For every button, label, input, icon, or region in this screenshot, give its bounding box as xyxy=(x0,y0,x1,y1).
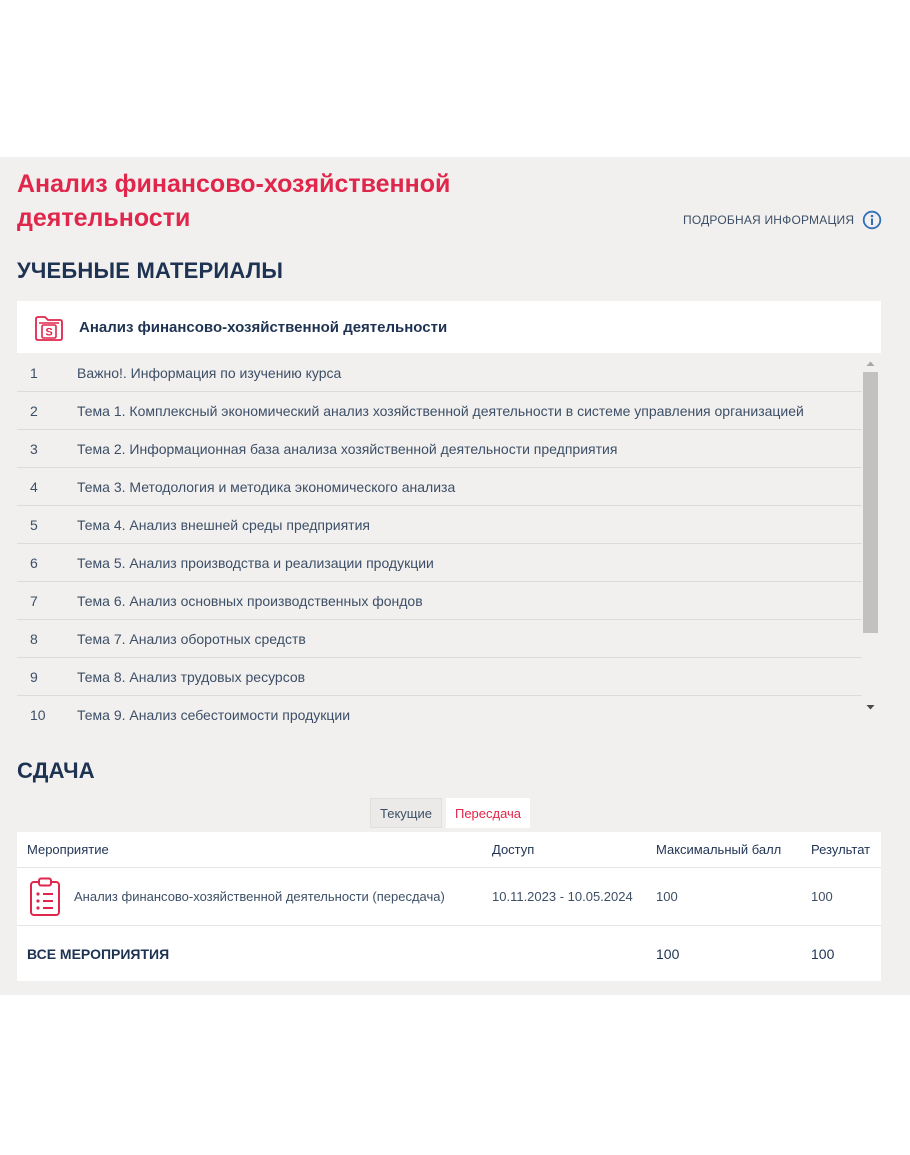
topic-title: Тема 4. Анализ внешней среды предприятия xyxy=(77,516,370,533)
topic-number: 6 xyxy=(30,554,38,571)
folder-s-icon xyxy=(33,311,65,343)
max-score-value: 100 xyxy=(656,889,678,904)
topic-row[interactable] xyxy=(17,544,862,582)
topic-title: Тема 6. Анализ основных производственных фондов xyxy=(77,592,423,609)
topic-title: Тема 2. Информационная база анализа хозяйственной деятельности предприятия xyxy=(77,440,618,457)
topic-row[interactable] xyxy=(17,430,862,468)
material-card-title: Анализ финансово-хозяйственной деятельности xyxy=(79,318,448,336)
event-cell xyxy=(17,877,492,917)
topic-number: 10 xyxy=(30,706,46,723)
topic-title: Тема 9. Анализ себестоимости продукции xyxy=(77,706,351,723)
more-info-label: ПОДРОБНАЯ ИНФОРМАЦИЯ xyxy=(683,213,855,227)
topic-number: 9 xyxy=(30,668,38,685)
topic-row[interactable] xyxy=(17,506,862,544)
tab-current[interactable]: Текущие xyxy=(370,798,442,828)
course-panel xyxy=(0,157,910,995)
scrollbar-thumb[interactable] xyxy=(863,372,878,633)
topic-number: 5 xyxy=(30,516,38,533)
exam-results-table xyxy=(17,832,881,981)
topic-row[interactable] xyxy=(17,582,862,620)
topic-title: Тема 3. Методология и методика экономического анализа xyxy=(77,478,456,495)
access-dates: 10.11.2023 - 10.05.2024 xyxy=(492,889,633,904)
topic-title: Тема 8. Анализ трудовых ресурсов xyxy=(77,668,306,685)
course-title: Анализ финансово-хозяйственной деятельности xyxy=(17,170,451,232)
topic-title: Важно!. Информация по изучению курса xyxy=(77,364,342,381)
event-name-link[interactable]: Анализ финансово-хозяйственной деятельности (пересдача) xyxy=(74,889,445,904)
topic-title: Тема 7. Анализ оборотных средств xyxy=(77,630,306,647)
result-value: 100 xyxy=(811,889,833,904)
triangle-up-icon[interactable] xyxy=(866,360,875,368)
svg-text:S: S xyxy=(45,326,53,339)
tab-retake[interactable]: Пересдача xyxy=(446,798,530,828)
topic-row[interactable] xyxy=(17,468,862,506)
course-material-card[interactable] xyxy=(17,301,881,353)
column-header-access: Доступ xyxy=(492,842,535,857)
total-label: ВСЕ МЕРОПРИЯТИЯ xyxy=(27,945,170,962)
topic-list xyxy=(17,354,862,725)
triangle-down-icon[interactable] xyxy=(866,703,875,711)
exam-heading: СДАЧА xyxy=(17,758,95,783)
topic-row[interactable] xyxy=(17,392,862,430)
total-row xyxy=(17,926,881,981)
table-row[interactable] xyxy=(17,868,881,926)
topic-number: 7 xyxy=(30,592,38,609)
topic-number: 8 xyxy=(30,630,38,647)
column-header-event: Мероприятие xyxy=(27,842,109,857)
topic-row[interactable] xyxy=(17,620,862,658)
materials-heading: УЧЕБНЫЕ МАТЕРИАЛЫ xyxy=(17,258,284,283)
more-info-link[interactable] xyxy=(683,209,882,231)
topic-list-scrollbar[interactable] xyxy=(862,354,879,725)
column-header-result: Результат xyxy=(811,842,871,857)
total-max-score: 100 xyxy=(656,945,680,962)
topic-row[interactable] xyxy=(17,354,862,392)
topic-number: 3 xyxy=(30,440,38,457)
topic-number: 1 xyxy=(30,364,38,381)
clipboard-list-icon xyxy=(28,877,62,917)
topic-title: Тема 5. Анализ производства и реализации продукции xyxy=(77,554,434,571)
topic-title: Тема 1. Комплексный экономический анализ хозяйственной деятельности в системе управления организацией xyxy=(77,402,804,419)
exam-tabs xyxy=(370,798,530,828)
column-header-max-score: Максимальный балл xyxy=(656,842,782,857)
table-header xyxy=(17,832,881,868)
topic-row[interactable] xyxy=(17,696,862,725)
total-result: 100 xyxy=(811,945,835,962)
topic-number: 4 xyxy=(30,478,38,495)
topic-number: 2 xyxy=(30,402,38,419)
topic-row[interactable] xyxy=(17,658,862,696)
info-circle-icon xyxy=(862,210,882,230)
